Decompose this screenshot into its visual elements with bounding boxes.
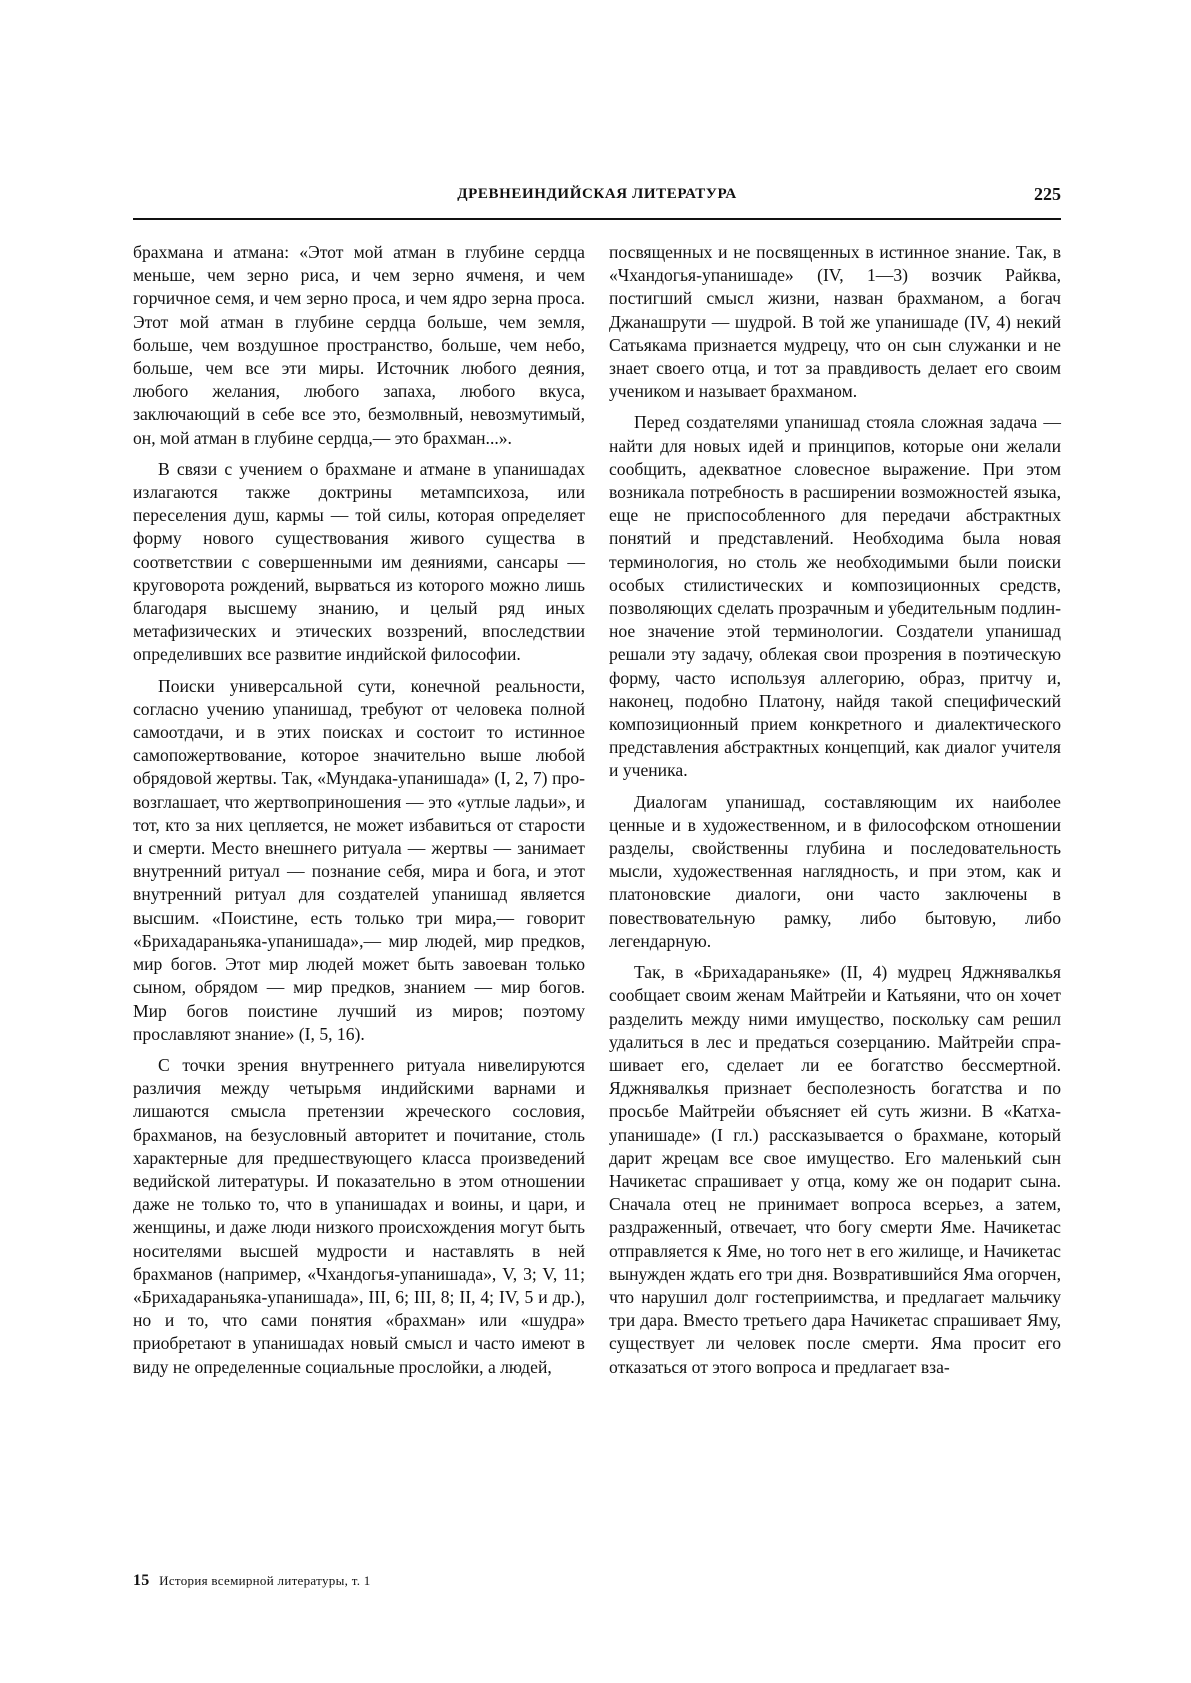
paragraph: С точки зрения внутреннего ритуала нивелируются различия между четырьмя индийскими варнами и лишаются смысла претензии жреческого сословия, брахманов, на безусловный авторитет и почитание, столь характерные для предшествующего класса произведений ведийской литературы. И показательно в этом отношении даже не только то, что в упанишадах и воины, и цари, и женщины, и даже люди низкого происхождения могут быть носителями высшей мудрости и наставлять в ней брахманов (например, «Чхандогья-упанишада», V, 3; V, 11; «Брихадараньяка-упанишада», III, 6; III, 8; II, 4; IV, 5 и др.), но и то, что сами понятия «брахман» или «шудра» приобретают в упанишадах новый смысл и часто имеют в виду не определенные социальные прослойки, а людей,	[133, 1054, 585, 1377]
paragraph: Поиски универсальной сути, конечной реальности, согласно учению упанишад, требуют от человека полной самоотдачи, и в этих поисках и состоит то истинное самопожертвование, которое значительно выше любой обрядовой жертвы. Так, «Мундака-упанишада» (I, 2, 7) провозглашает, что жертвоприношения — это «утлые ладьи», и тот, кто за них цепляется, не может избавиться от старости и смерти. Место внешнего ритуала — жертвы — занимает внутренний ритуал — познание себя, мира и бога, и этот внутренний ритуал для создателей упанишад является высшим. «Поистине, есть только три мира,— говорит «Брихадараньяка-упанишада»,— мир людей, мир предков, мир богов. Этот мир людей может быть завоеван только сыном, обрядом — мир предков, знанием — мир богов. Мир богов поистине лучший из миров; поэтому прославляют знание» (I, 5, 16).	[133, 675, 585, 1044]
printer-signature	[133, 1572, 371, 1590]
paragraph: брахмана и атмана: «Этот мой атман в глубине сердца меньше, чем зерно риса, и чем зерно ячменя, и чем горчичное семя, и чем зерно проса, и чем ядро зерна проса. Этот мой атман в глубине сердца больше, чем земля, больше, чем воздушное пространство, больше, чем небо, больше, чем все эти миры. Источник любого деяния, любого желания, любого запаха, любого вкуса, заключающий в себе все это, безмолвный, невозмутимый, он, мой атман в глубине сердца,— это брахман...».	[133, 242, 585, 448]
header-rule	[133, 218, 1061, 220]
paragraph: Диалогам упанишад, составляющим их наиболее ценные и в художественном, и в философском отношении разделы, свойственны глубина и последовательность мысли, художественная наглядность, и при этом, как и платоновские диалоги, они часто заключены в повествовательную рамку, либо бытовую, либо легендарную.	[609, 791, 1061, 951]
paragraph: Перед создателями упанишад стояла сложная задача — найти для новых идей и принципов, которые они желали сообщить, адекватное словесное выражение. При этом возникала потребность в расширении возможностей языка, еще не приспособленного для передачи абстрактных понятий и представлений. Необходима была новая терминология, но столь же необходимыми были поиски особых стилистических и композиционных средств, позволяющих сделать прозрачным и убедительным подлинное значение этой терминологии. Создатели упанишад решали эту задачу, облекая свои прозрения в поэтическую форму, часто используя аллегорию, образ, притчу и, наконец, подобно Платону, найдя такой специфический композиционный прием конкретного и диалектического представления абстрактных концепций, как диалог учителя и ученика.	[609, 412, 1061, 781]
paragraph: Так, в «Брихадараньяке» (II, 4) мудрец Яджнявалкья сообщает своим женам Майтрейи и Катьяяни, что он хочет разделить между ними имущество, поскольку сам решил удалиться в лес и предаться созерцанию. Майтрейи спрашивает его, сделает ли ее богатство бессмертной. Яджнявалкья признает бесполезность богатства и по просьбе Майтрейи объясняет ей суть жизни. В «Катха-упанишаде» (I гл.) рассказывается о брахмане, который дарит жрецам все свое имущество. Его маленький сын Начикетас спрашивает у отца, кому же он подарит сына. Сначала отец не принимает вопроса всерьез, а затем, раздраженный, отвечает, что богу смерти Яме. Начикетас отправляется к Яме, но того нет в его жилище, и Начикетас вынужден ждать его три дня. Возвратившийся Яма огорчен, что нарушил долг гостеприимства, и предлагает мальчику три дара. Вместо третьего дара Начикетас спрашивает Яму, существует ли человек после смерти. Яма просит его отказаться от этого вопроса и предлагает вза-	[609, 962, 1061, 1377]
running-head	[133, 186, 1061, 210]
running-title: ДРЕВНЕИНДИЙСКАЯ ЛИТЕРАТУРА	[457, 186, 737, 202]
right-column	[609, 241, 1061, 1387]
signature-number: 15	[133, 1572, 150, 1589]
paragraph: В связи с учением о брахмане и атмане в упанишадах излагаются также доктрины метампсихоза, или переселения душ, кармы — той силы, которая определяет форму нового существования живого существа в соответствии с совершенными им деяниями, сансары — круговорота рождений, вырваться из которого можно лишь благодаря высшему знанию, и целый ряд иных метафизических и этических воззрений, впоследствии определивших все развитие индийской философии.	[133, 458, 585, 665]
page-number: 225	[1034, 184, 1061, 204]
paragraph: посвященных и не посвященных в истинное знание. Так, в «Чхандогья-упанишаде» (IV, 1—3) возчик Райква, постигший смысл жизни, назван брахманом, а богач Джанашрути — шудрой. В той же упанишаде (IV, 4) некий Сатьякама признается мудрецу, что он сын служанки и не знает своего отца, и тот за правдивость делает его своим учеником и называет брахманом.	[609, 242, 1061, 402]
left-column	[133, 241, 585, 1387]
signature-text: История всемирной литературы, т. 1	[159, 1573, 371, 1588]
